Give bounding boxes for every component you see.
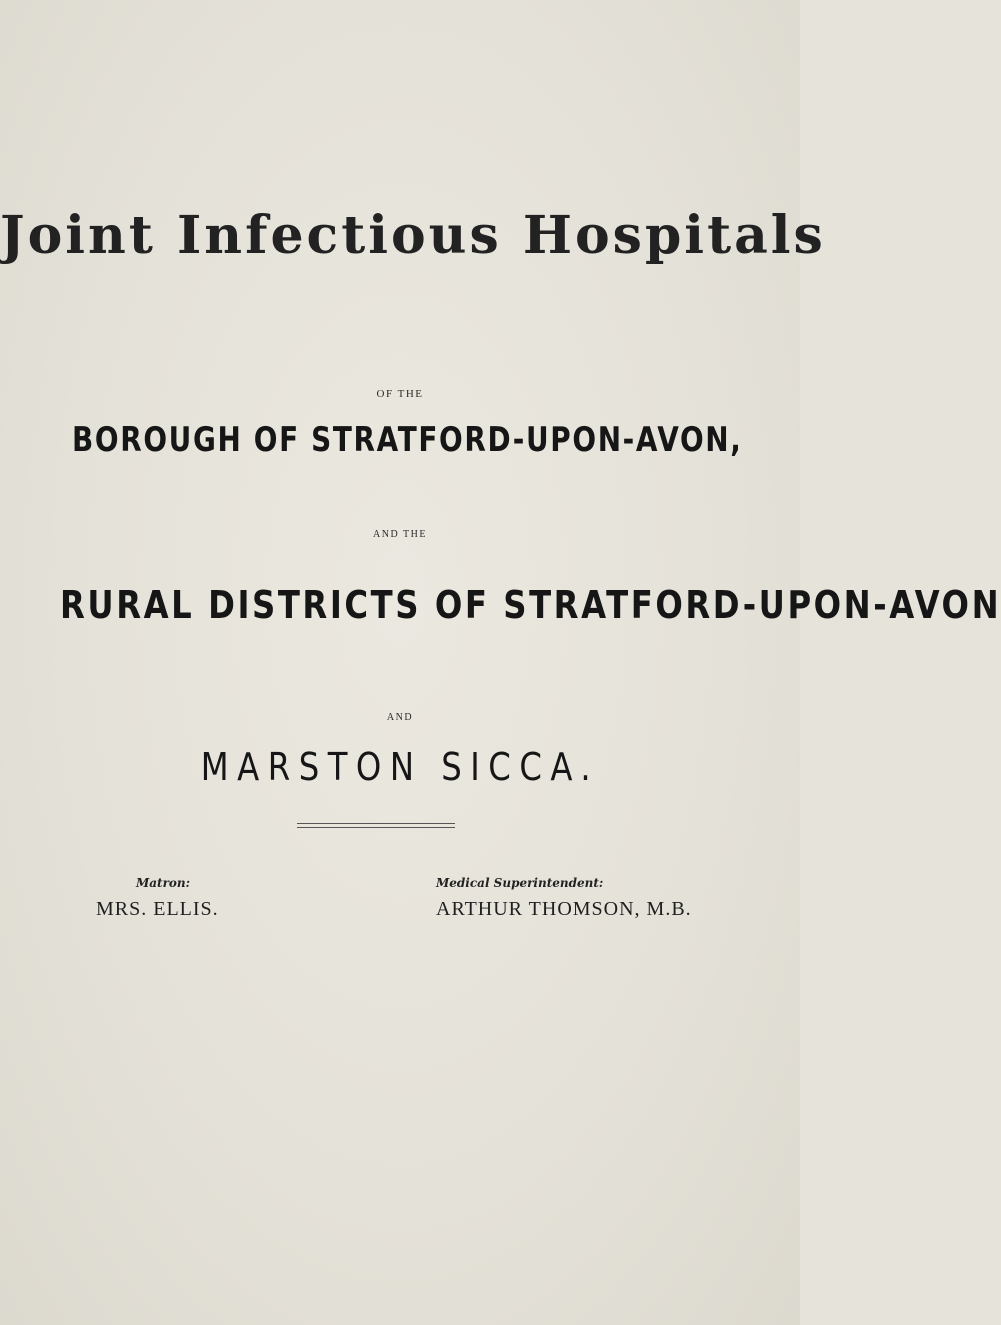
matron-label: Matron: <box>136 876 191 890</box>
matron-name: MRS. ELLIS. <box>96 898 219 920</box>
rural-districts-heading: RURAL DISTRICTS OF STRATFORD-UPON-AVON <box>60 583 1001 627</box>
and-text: AND <box>386 712 414 723</box>
of-the-text: OF THE <box>376 388 424 400</box>
document-title: Joint Infectious Hospitals <box>0 205 826 266</box>
divider-rule-bottom <box>297 827 455 828</box>
borough-heading: BOROUGH OF STRATFORD-UPON-AVON, <box>72 420 743 460</box>
divider-rule-top <box>297 823 455 824</box>
superintendent-name: ARTHUR THOMSON, M.B. <box>436 898 692 920</box>
superintendent-label: Medical Superintendent: <box>436 876 604 890</box>
and-the-text: AND THE <box>373 529 427 540</box>
marston-sicca-heading: MARSTON SICCA. <box>200 745 600 789</box>
